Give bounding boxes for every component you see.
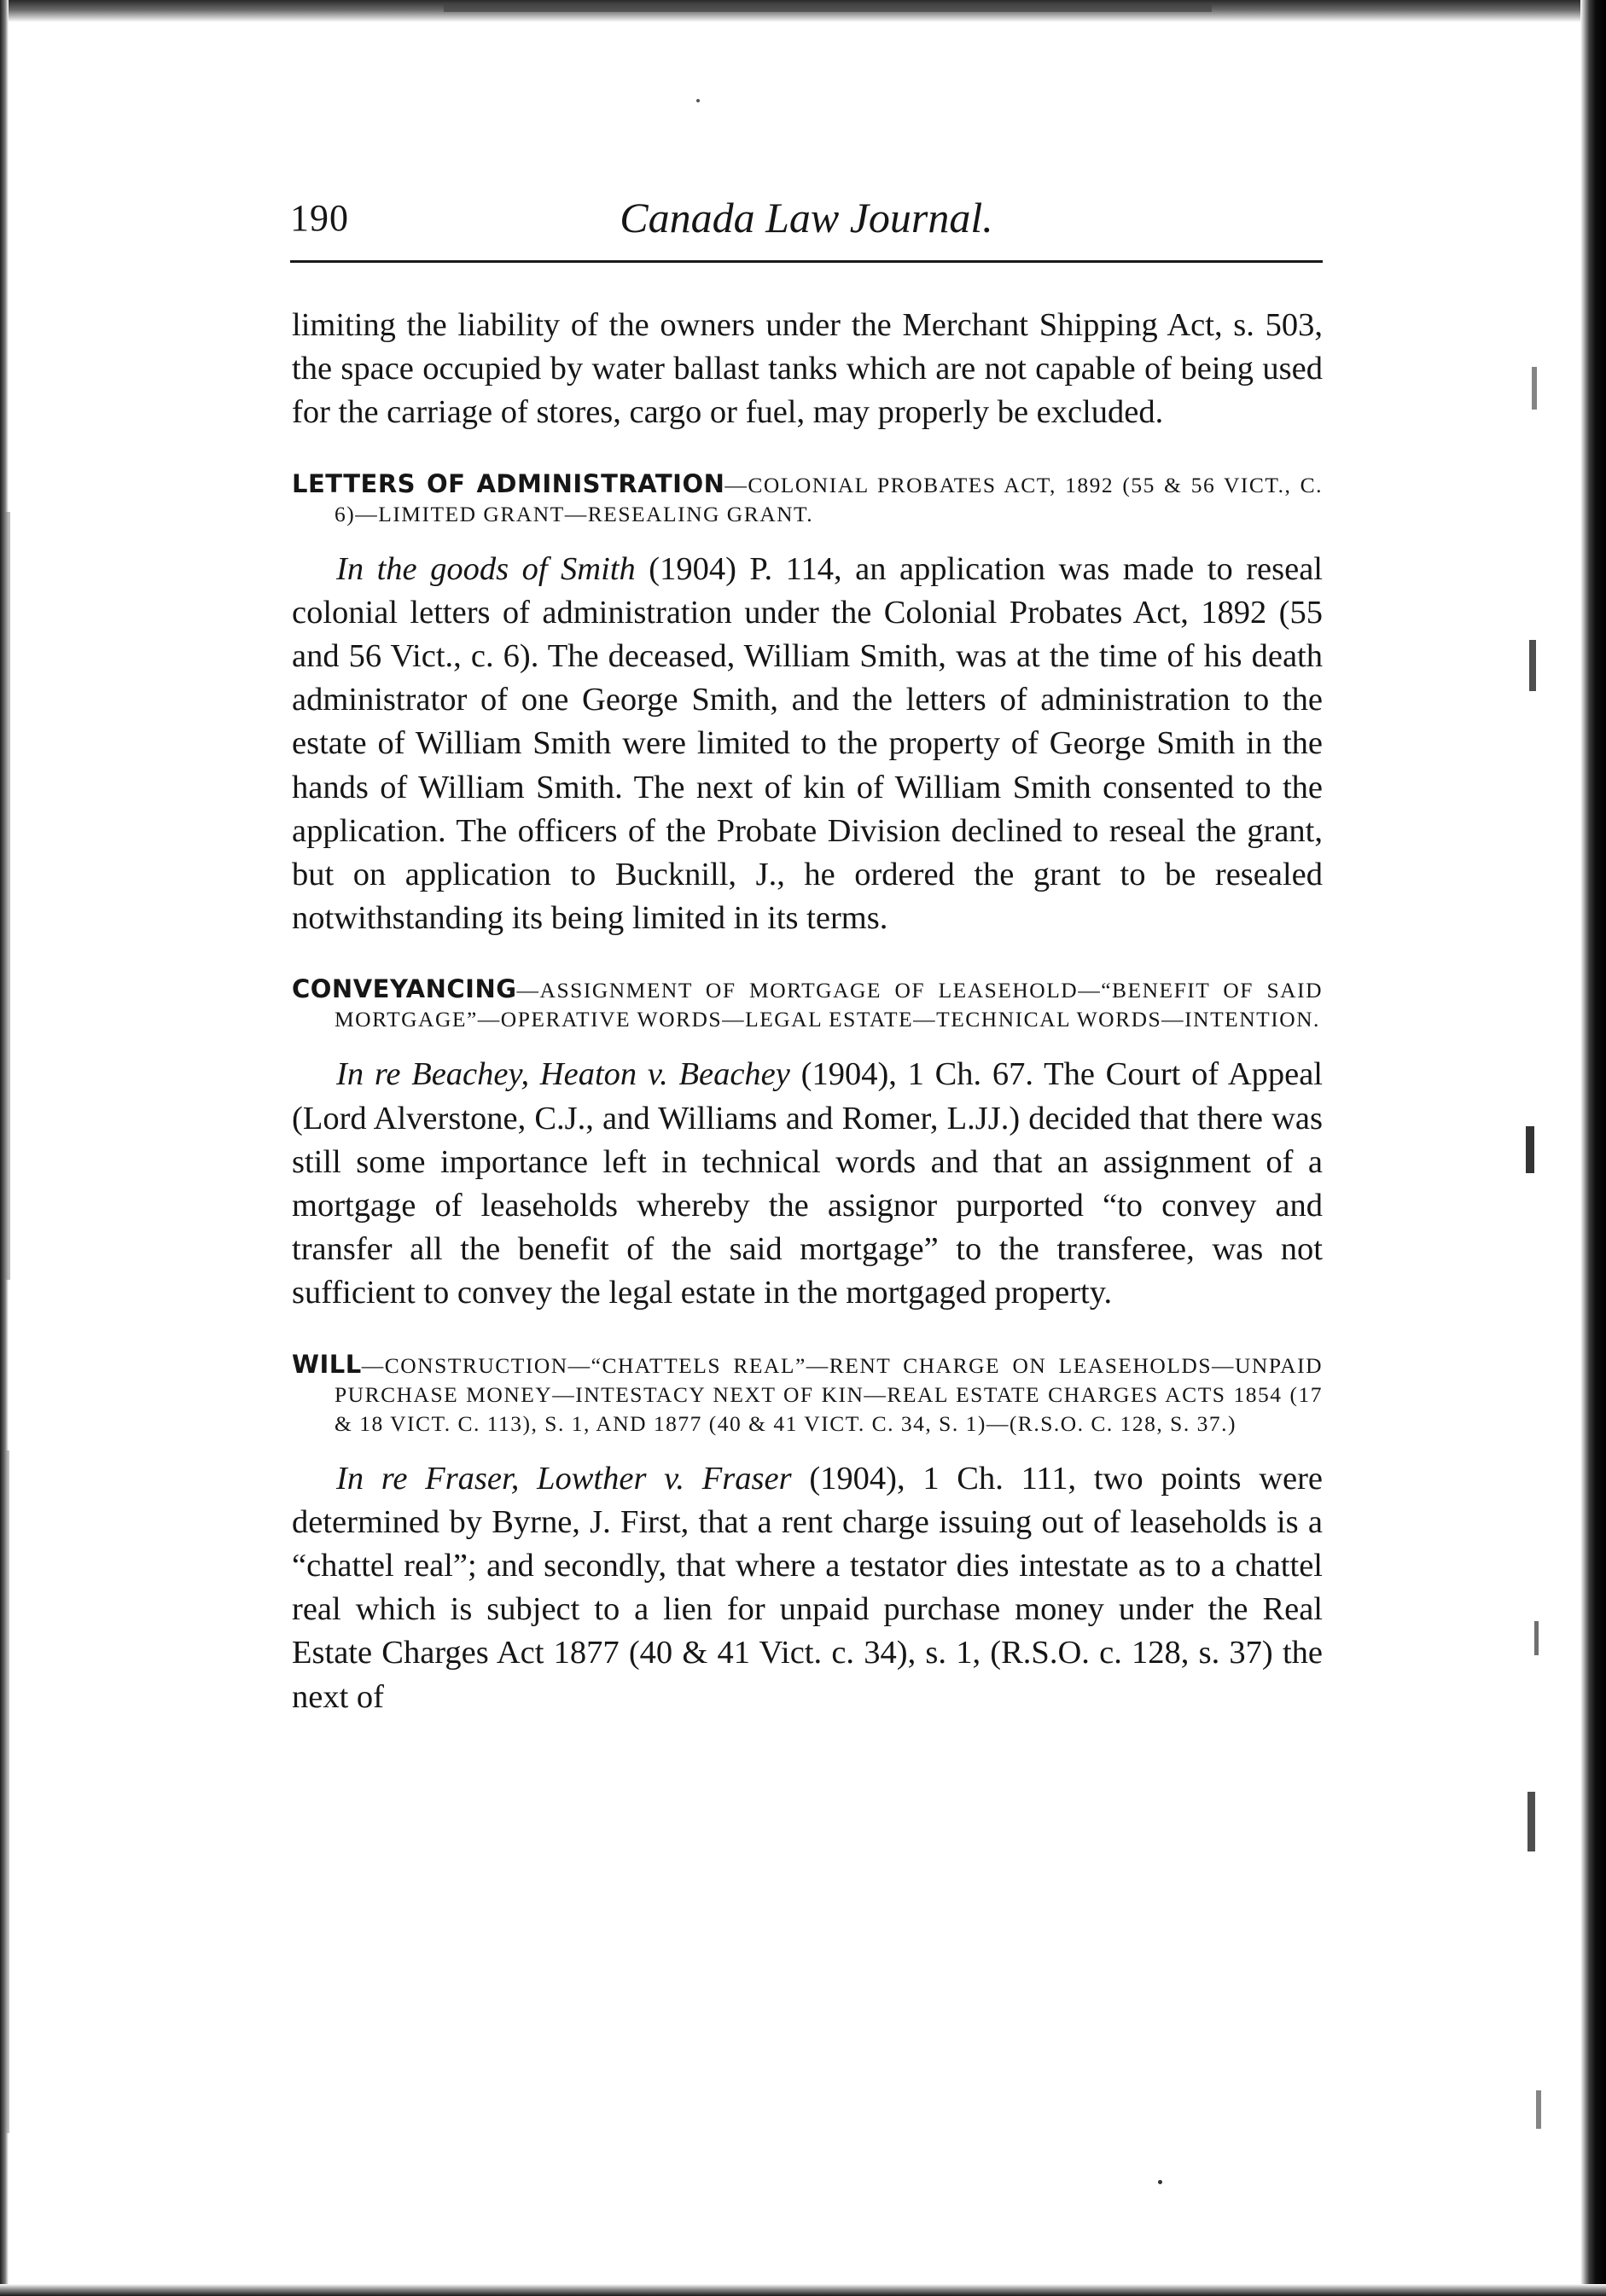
case-paragraph <box>292 1053 1323 1315</box>
case-text: (1904) P. 114, an application was made to reseal colonial letters of administration under the Colonial Probates Act, 1892 (55 and 56 Vict., c. 6). The deceased, William Smith, was at the time of his death administrator of one George Smith, and the letters of administration to the estate of William Smith were limited to the property of George Smith in the hands of William Smith. The next of kin of William Smith consented to the application. The officers of the Probate Division declined to reseal the grant, but on application to Bucknill, J., he ordered the grant to be resealed notwithstanding its being limited in its terms. <box>292 550 1323 937</box>
running-head <box>290 189 1323 249</box>
heading-subtopics: —COLONIAL PROBATES ACT, 1892 (55 & 56 VICT., C. 6)—LIMITED GRANT—RESEALING GRANT. <box>335 472 1323 526</box>
header-rule <box>290 260 1323 263</box>
page-number: 190 <box>290 197 349 239</box>
heading-subtopics: —CONSTRUCTION—“CHATTELS REAL”—RENT CHARGE ON LEASEHOLDS—UNPAID PURCHASE MONEY—INTESTACY NEXT OF KIN—REAL ESTATE CHARGES ACTS 1854 (17 & 18 VICT. C. 113), S. 1, AND 1877 (40 & 41 VICT. C. 34, S. 1)—(R.S.O. C. 128, S. 37.) <box>335 1352 1323 1436</box>
heading-lead: LETTERS OF ADMINISTRATION <box>292 468 725 498</box>
case-name: In re Fraser, Lowther v. Fraser <box>336 1460 792 1497</box>
section-heading-will <box>292 1350 1323 1439</box>
case-name: In the goods of Smith <box>336 550 636 587</box>
article-body <box>292 304 1323 1719</box>
heading-lead: CONVEYANCING <box>292 974 517 1004</box>
section-heading-letters-of-administration <box>292 469 1323 529</box>
case-text: (1904), 1 Ch. 111, two points were determined by Byrne, J. First, that a rent charge issuing out of leaseholds is a “chattel real”; and secondly, that where a testator dies intestate as to a chattel real which is subject to a lien for unpaid purchase money under the Real Estate Charges Act 1877 (40 & 41 Vict. c. 34), s. 1, (R.S.O. c. 128, s. 37) the next of <box>292 1460 1323 1715</box>
ink-dot <box>1158 2180 1162 2184</box>
ink-dot <box>696 99 700 102</box>
case-paragraph <box>292 548 1323 941</box>
case-text: (1904), 1 Ch. 67. The Court of Appeal (Lord Alverstone, C.J., and Williams and Romer, L.JJ.) decided that there was still some importance left in technical words and that an assignment of a mortgage of leaseholds whereby the assignor purported “to convey and transfer all the benefit of the said mortgage” to the transferee, was not sufficient to convey the legal estate in the mortgaged property. <box>292 1056 1323 1311</box>
section-heading-conveyancing <box>292 974 1323 1034</box>
journal-title: Canada Law Journal. <box>620 194 993 241</box>
heading-subtopics: —ASSIGNMENT OF MORTGAGE OF LEASEHOLD—“BENEFIT OF SAID MORTGAGE”—OPERATIVE WORDS—LEGAL ESTATE—TECHNICAL WORDS—INTENTION. <box>335 978 1323 1032</box>
case-paragraph <box>292 1457 1323 1719</box>
case-name: In re Beachey, Heaton v. Beachey <box>336 1056 790 1093</box>
heading-lead: WILL <box>292 1349 362 1379</box>
intro-paragraph: limiting the liability of the owners under the Merchant Shipping Act, s. 503, the space occupied by water ballast tanks which are not capable of being used for the carriage of stores, cargo or fuel, may properly be excluded. <box>292 307 1323 431</box>
